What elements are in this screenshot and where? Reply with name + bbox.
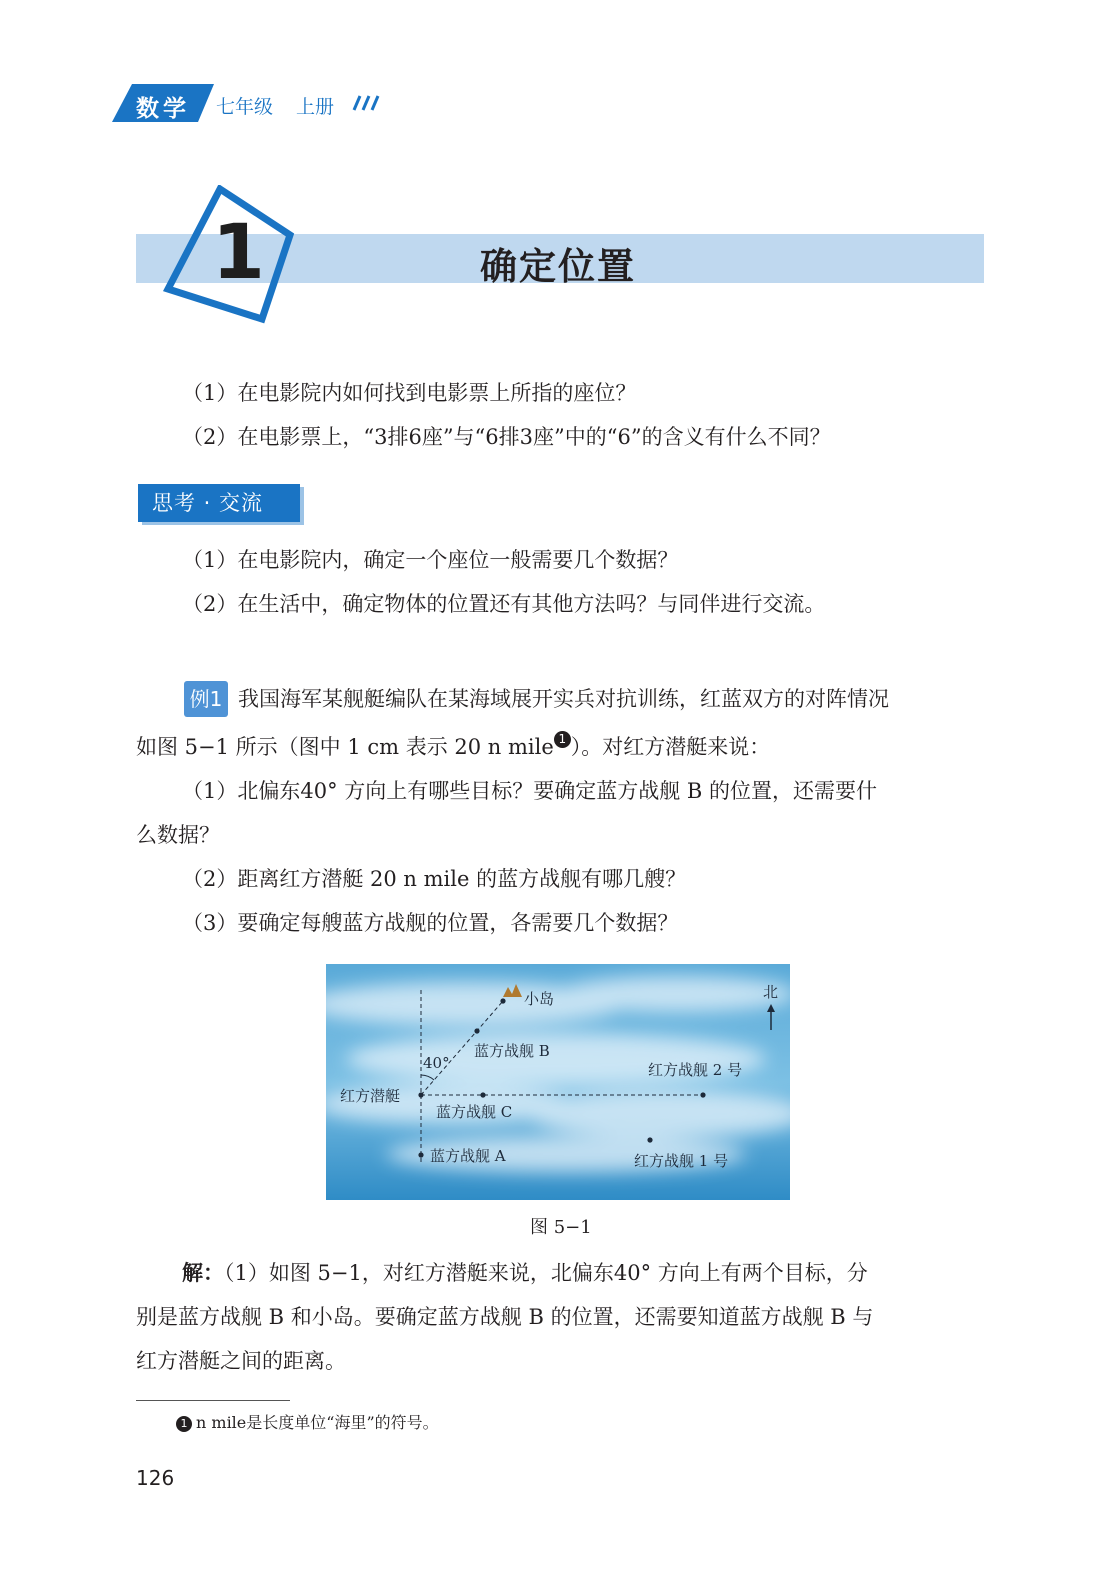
blue-ship-a-point — [418, 1152, 423, 1157]
example-question-2: （2）距离红方潜艇 20 n mile 的蓝方战舰有哪几艘？ — [182, 867, 687, 891]
subject-label: 数学 — [136, 96, 190, 122]
footnote — [176, 1410, 439, 1433]
example-text-line-1: 我国海军某舰艇编队在某海域展开实兵对抗训练，红蓝双方的对阵情况 — [238, 687, 889, 711]
example-question-1-line-2: 么数据？ — [136, 823, 220, 847]
red-submarine-point — [418, 1092, 423, 1097]
footnote-number: 1 — [176, 1416, 192, 1432]
section-number: 1 — [212, 207, 265, 296]
think-question-2: （2）在生活中，确定物体的位置还有其他方法吗？与同伴进行交流。 — [182, 592, 826, 616]
solution-label: 解： — [182, 1260, 224, 1285]
red-submarine-label: 红方潜艇 — [340, 1087, 401, 1105]
solution-line-3: 红方潜艇之间的距离。 — [136, 1349, 346, 1373]
north-label: 北 — [763, 983, 779, 1001]
blue-ship-b-point — [474, 1028, 479, 1033]
solution-line-2: 别是蓝方战舰 B 和小岛。要确定蓝方战舰 B 的位置，还需要知道蓝方战舰 B 与 — [136, 1305, 874, 1329]
page-number: 126 — [136, 1466, 175, 1490]
island-point — [500, 998, 505, 1003]
red-ship-2-point — [700, 1092, 705, 1097]
red-ship-1-point — [647, 1137, 652, 1142]
angle-label: 40° — [423, 1054, 450, 1072]
example-question-3: （3）要确定每艘蓝方战舰的位置，各需要几个数据？ — [182, 911, 679, 935]
blue-ship-a-label: 蓝方战舰 A — [430, 1147, 506, 1165]
solution-line-1-text: （1）如图 5−1，对红方潜艇来说，北偏东40° 方向上有两个目标，分 — [224, 1261, 868, 1285]
footnote-text: n mile是长度单位“海里”的符号。 — [196, 1413, 439, 1432]
grade-label: 七年级 — [216, 96, 274, 118]
example-badge: 例1 — [184, 681, 228, 717]
solution-line-1 — [182, 1251, 868, 1295]
figure-caption: 图 5−1 — [530, 1217, 592, 1238]
think-question-1: （1）在电影院内，确定一个座位一般需要几个数据？ — [182, 548, 679, 572]
blue-ship-c-point — [480, 1092, 485, 1097]
section-title: 确定位置 — [480, 245, 636, 288]
example-text-line-2 — [136, 725, 770, 769]
intro-question-2: （2）在电影票上，“3排6座”与“6排3座”中的“6”的含义有什么不同？ — [182, 425, 831, 449]
red-ship-1-label: 红方战舰 1 号 — [634, 1152, 729, 1170]
figure-5-1-map — [326, 964, 790, 1200]
example-question-1-line-1: （1）北偏东40° 方向上有哪些目标？要确定蓝方战舰 B 的位置，还需要什 — [182, 779, 878, 803]
volume-label: 上册 — [296, 96, 335, 118]
think-exchange-label: 思考 · 交流 — [152, 491, 264, 515]
example-text-line-2-main: 如图 5−1 所示（图中 1 cm 表示 20 n mile — [136, 735, 554, 759]
example-text-line-2-tail: ）。对红方潜艇来说： — [570, 735, 771, 759]
island-label: 小岛 — [524, 990, 555, 1008]
footnote-rule — [136, 1400, 290, 1401]
slash-decoration-icon — [346, 94, 382, 112]
footnote-marker: 1 — [554, 731, 571, 748]
blue-ship-c-label: 蓝方战舰 C — [436, 1103, 513, 1121]
red-ship-2-label: 红方战舰 2 号 — [648, 1061, 743, 1079]
intro-question-1: （1）在电影院内如何找到电影票上所指的座位？ — [182, 381, 637, 405]
blue-ship-b-label: 蓝方战舰 B — [474, 1042, 550, 1060]
